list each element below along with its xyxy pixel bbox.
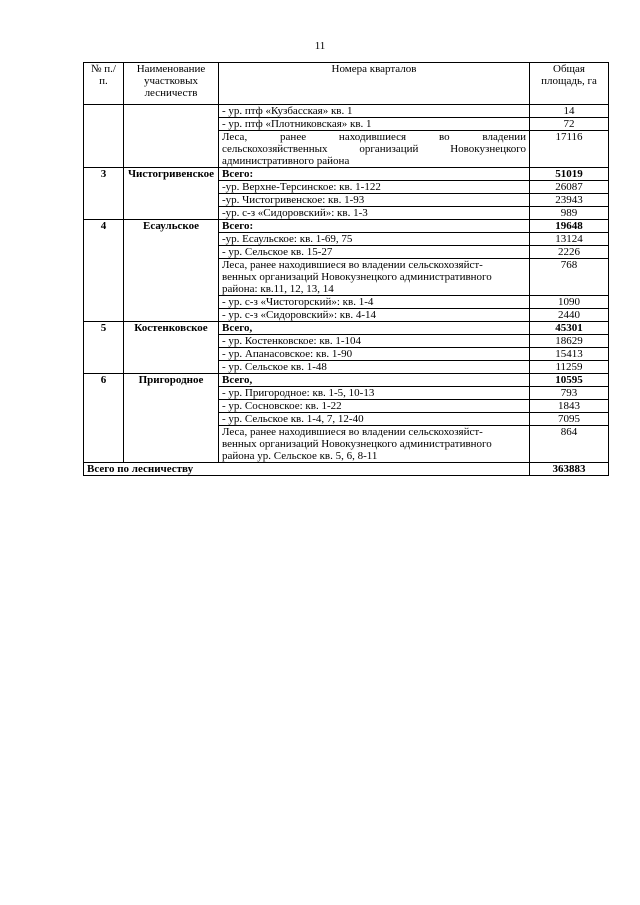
cell-area: 1090 [530, 296, 609, 309]
cell-quarters: - ур. Костенковское: кв. 1-104 [219, 335, 530, 348]
cell-area: 15413 [530, 348, 609, 361]
cell-quarters: - ур. Сельское кв. 1-4, 7, 12-40 [219, 413, 530, 426]
header-quarters: Номера кварталов [219, 63, 530, 105]
table-row-total [84, 322, 609, 335]
cell-area: 18629 [530, 335, 609, 348]
cell-area: 768 [530, 259, 609, 296]
cell-quarters: - ур. с-з «Чистогорский»: кв. 1-4 [219, 296, 530, 309]
cell-grand-total-area: 363883 [530, 463, 609, 476]
table-row-grand-total [84, 463, 609, 476]
table-header-row [84, 63, 609, 105]
cell-area: 51019 [530, 168, 609, 181]
cell-quarters: - ур. Сосновское: кв. 1-22 [219, 400, 530, 413]
cell-name: Костенковское [124, 322, 219, 374]
cell-num: 5 [84, 322, 124, 374]
cell-area: 13124 [530, 233, 609, 246]
cell-name: Есаульское [124, 220, 219, 322]
cell-num: 3 [84, 168, 124, 220]
cell-area: 45301 [530, 322, 609, 335]
cell-num: 4 [84, 220, 124, 322]
cell-quarters: Всего, [219, 374, 530, 387]
cell-area: 72 [530, 118, 609, 131]
cell-quarters: - ур. птф «Плотниковская» кв. 1 [219, 118, 530, 131]
cell-quarters: - ур. Пригородное: кв. 1-5, 10-13 [219, 387, 530, 400]
cell-quarters-multiline: Леса, ранее находившиеся во владении сельскохозяйст- венных организаций Новокузнецкого административного района: кв.11, 12, 13, 14 [219, 259, 530, 296]
table-row-total [84, 168, 609, 181]
table-row [84, 105, 609, 118]
cell-quarters: Всего: [219, 168, 530, 181]
cell-area: 793 [530, 387, 609, 400]
cell-num-cont [84, 105, 124, 168]
cell-quarters-multiline: Леса, ранее находившиеся во владении сельскохозяйственных организаций Новокузнецкого административного района [219, 131, 530, 168]
cell-quarters: Всего: [219, 220, 530, 233]
cell-quarters: Всего, [219, 322, 530, 335]
cell-area: 19648 [530, 220, 609, 233]
cell-quarters: - ур. птф «Кузбасская» кв. 1 [219, 105, 530, 118]
cell-area: 1843 [530, 400, 609, 413]
cell-quarters: - ур. Сельское кв. 15-27 [219, 246, 530, 259]
cell-quarters: -ур. Чистогривенское: кв. 1-93 [219, 194, 530, 207]
cell-name-cont [124, 105, 219, 168]
cell-area: 7095 [530, 413, 609, 426]
header-name: Наименование участковых лесничеств [124, 63, 219, 105]
cell-area: 989 [530, 207, 609, 220]
cell-quarters: -ур. Верхне-Терсинское: кв. 1-122 [219, 181, 530, 194]
cell-quarters: -ур. с-з «Сидоровский»: кв. 1-3 [219, 207, 530, 220]
cell-quarters: - ур. с-з «Сидоровский»: кв. 4-14 [219, 309, 530, 322]
cell-name: Чистогривенское [124, 168, 219, 220]
cell-area: 2440 [530, 309, 609, 322]
cell-grand-total-label: Всего по лесничеству [84, 463, 530, 476]
cell-area: 26087 [530, 181, 609, 194]
cell-area: 10595 [530, 374, 609, 387]
cell-area: 23943 [530, 194, 609, 207]
table-row-total [84, 374, 609, 387]
cell-area: 2226 [530, 246, 609, 259]
cell-num: 6 [84, 374, 124, 463]
cell-quarters: -ур. Есаульское: кв. 1-69, 75 [219, 233, 530, 246]
cell-quarters-multiline: Леса, ранее находившиеся во владении сельскохозяйст- венных организаций Новокузнецкого административного района ур. Сельское кв. 5, 6, 8-11 [219, 426, 530, 463]
header-area: Общая площадь, га [530, 63, 609, 105]
header-num: № п./п. [84, 63, 124, 105]
cell-area: 14 [530, 105, 609, 118]
cell-area: 864 [530, 426, 609, 463]
cell-quarters: - ур. Сельское кв. 1-48 [219, 361, 530, 374]
cell-area: 11259 [530, 361, 609, 374]
page-number: 11 [314, 40, 326, 52]
cell-name: Пригородное [124, 374, 219, 463]
cell-quarters: - ур. Апанасовское: кв. 1-90 [219, 348, 530, 361]
forest-quarters-table [83, 62, 609, 476]
table-row-total [84, 220, 609, 233]
cell-area: 17116 [530, 131, 609, 168]
